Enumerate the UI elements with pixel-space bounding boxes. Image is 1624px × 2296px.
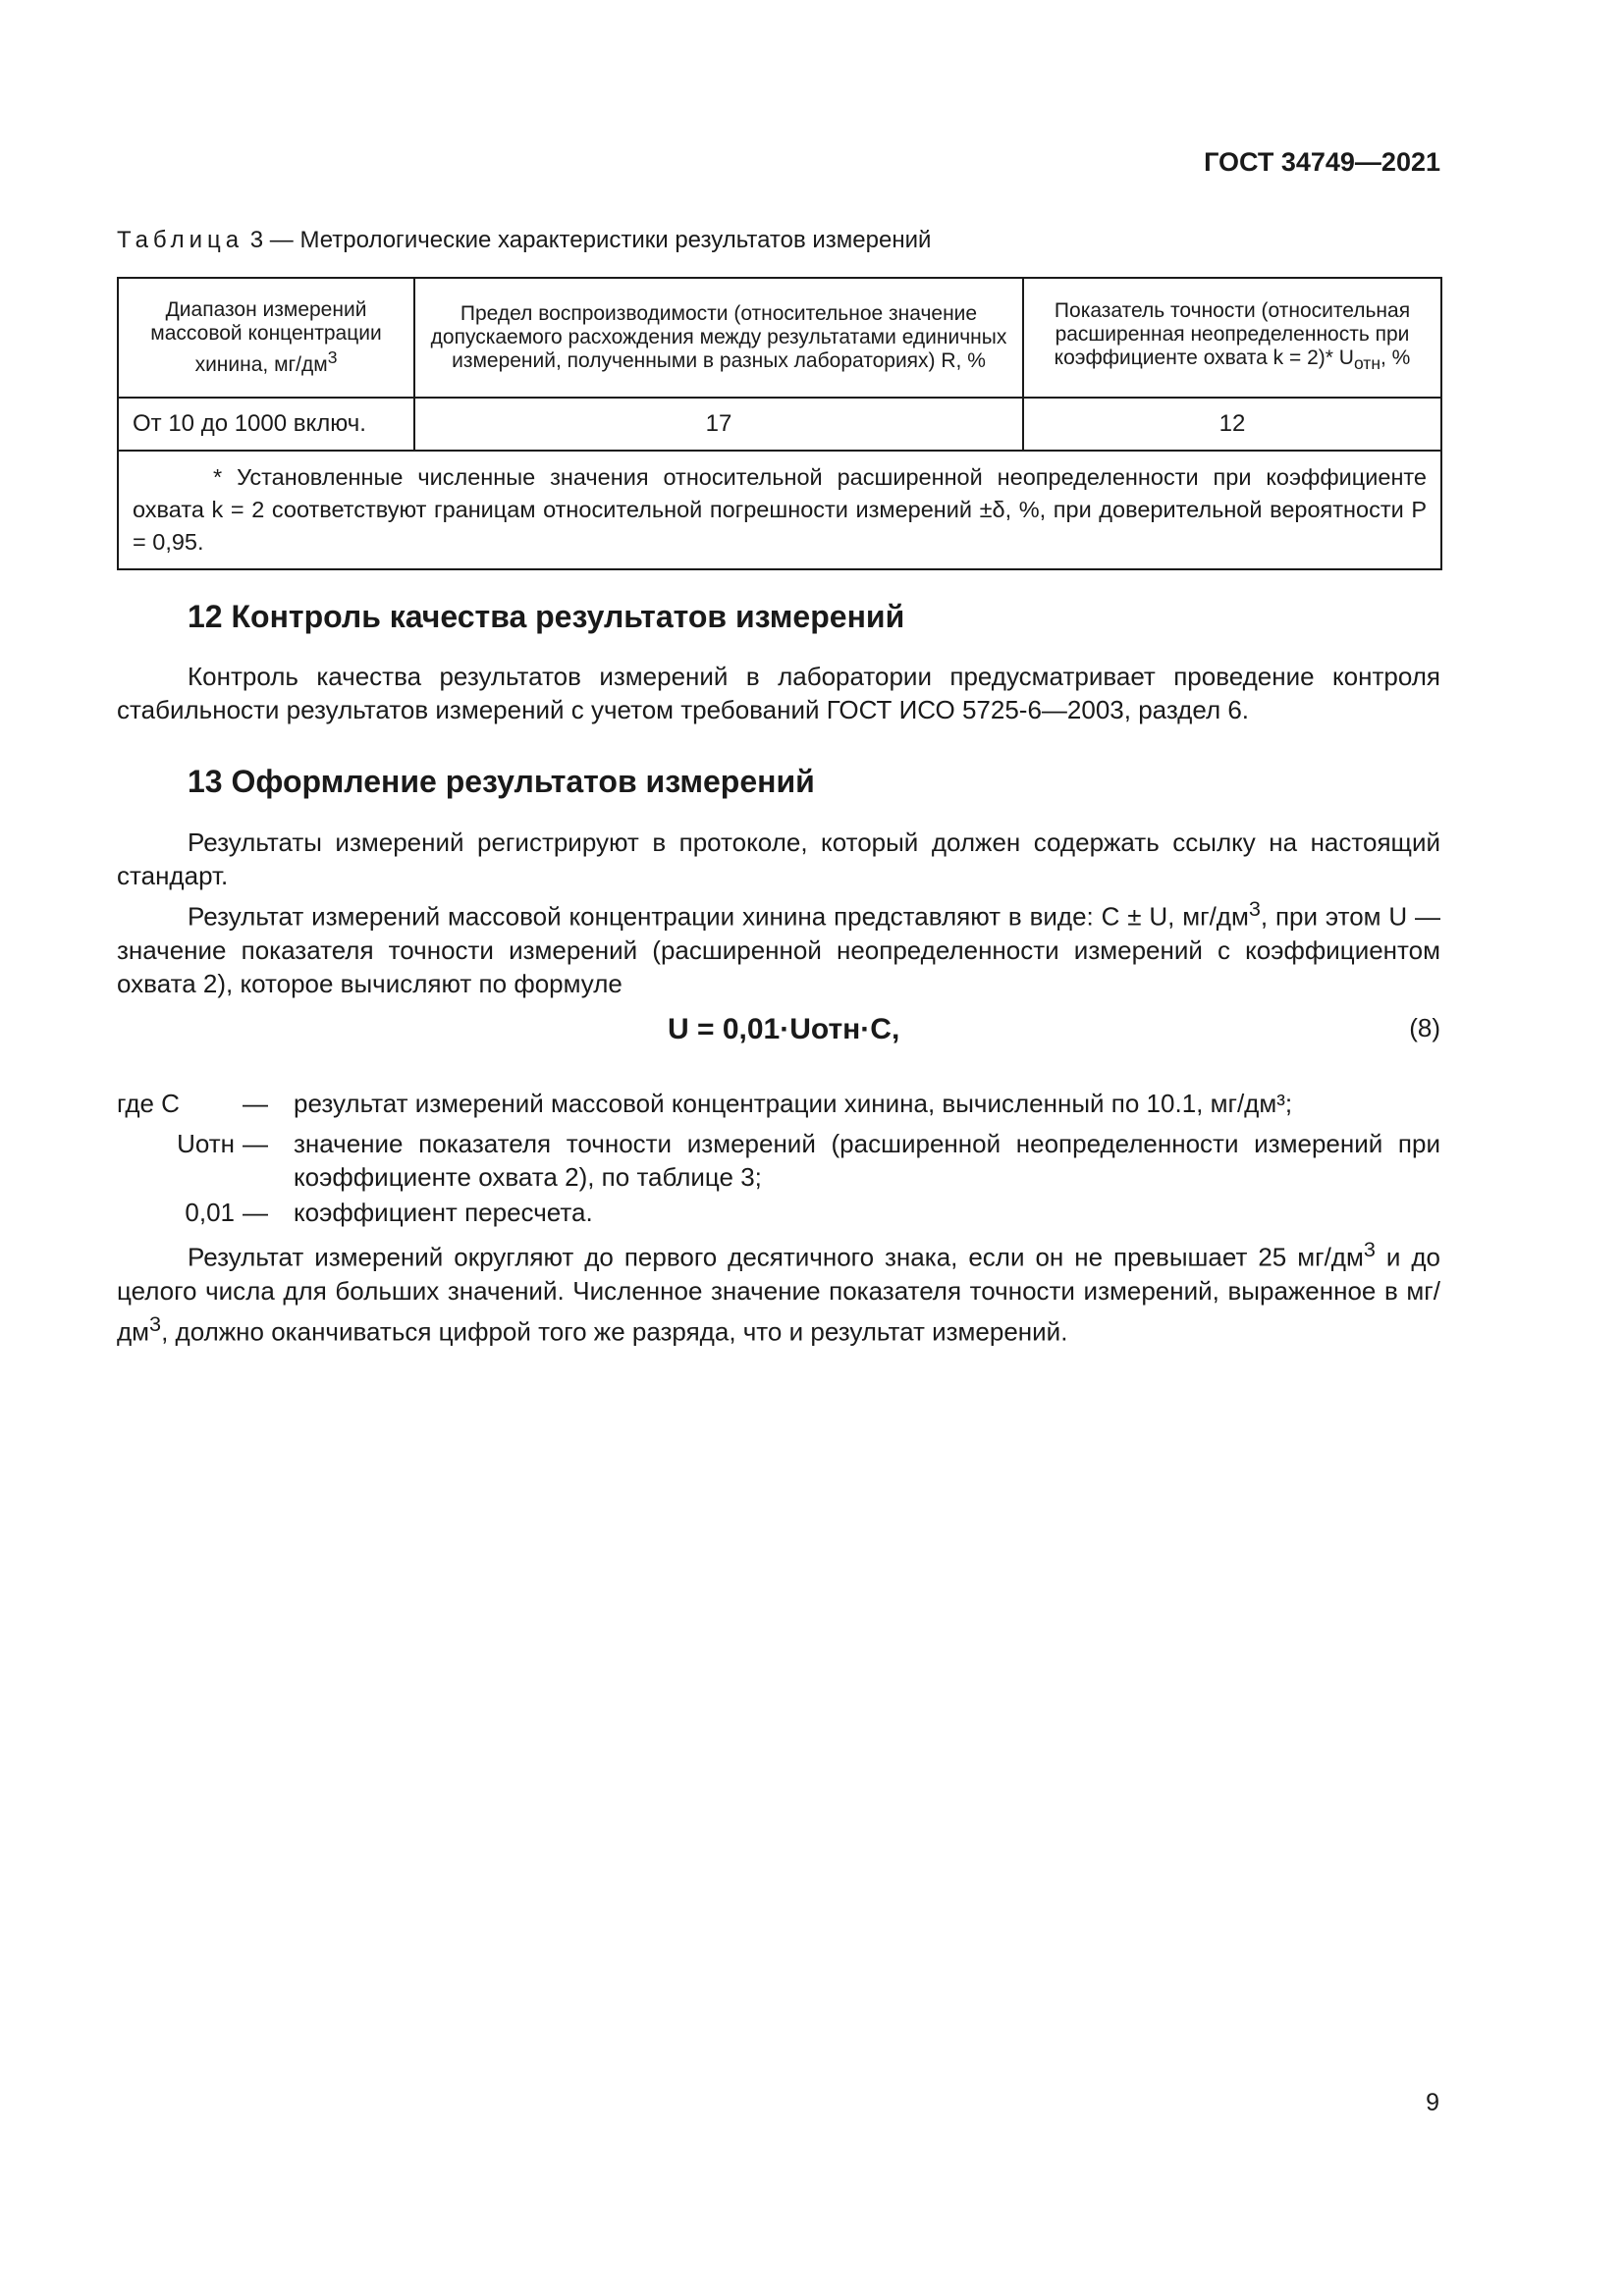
header-range (118, 278, 414, 398)
where-item-c (117, 1087, 1440, 1120)
header-accuracy-text: Показатель точности (относительная расширенная неопределенность при коэффициенте охвата k = 2)* U (1054, 299, 1411, 370)
where-dash: — (243, 1198, 268, 1227)
section-13-p3-b: и до целого числа для больших значений. Численное значение показателя точности измерений, выраженное в мг/дм (117, 1242, 1440, 1347)
table-caption (117, 227, 931, 254)
table-footnote-text: * Установленные численные значения относительной расширенной неопределенности при коэффициенте охвата k = 2 соответствуют границам относительной погрешности измерений ±δ, %, при доверительной вероятности P = 0,95. (133, 464, 1427, 555)
formula: U = 0,01·Uотн·C, (668, 1013, 900, 1045)
formula-number: (8) (1409, 1013, 1440, 1042)
where-item-u (117, 1127, 1440, 1194)
section-13-p2-sup: 3 (1248, 896, 1261, 921)
section-13-p3-sup: 3 (1363, 1237, 1376, 1261)
table-footnote (118, 451, 1441, 569)
section-13-p3-c: , должно оканчиваться цифрой того же разряда, что и результат измерений. (161, 1316, 1068, 1347)
section-13-p2 (117, 892, 1440, 1000)
cell-reproducibility: 17 (414, 398, 1023, 451)
header-accuracy (1023, 278, 1441, 398)
section-13-p1-text: Результаты измерений регистрируют в протоколе, который должен содержать ссылку на настоящий стандарт. (117, 828, 1440, 890)
header-range-text: Диапазон измерений массовой концентрации хинина, мг/дм (150, 298, 382, 376)
table-caption-text: 3 — Метрологические характеристики результатов измерений (249, 227, 932, 253)
where-desc: коэффициент пересчета. (294, 1198, 593, 1227)
where-desc: значение показателя точности измерений (расширенной неопределенности измерений при коэффициенте охвата 2), по таблице 3; (294, 1129, 1440, 1192)
where-term: 0,01 (185, 1198, 235, 1227)
where-dash: — (243, 1089, 268, 1118)
header-accuracy-unit: , % (1380, 347, 1411, 370)
section-13-p3-sup2: 3 (149, 1310, 162, 1336)
where-item-coef (117, 1196, 1440, 1229)
where-desc: результат измерений массовой концентрации хинина, вычисленный по 10.1, мг/дм³; (294, 1089, 1293, 1118)
section-13-title: 13 Оформление результатов измерений (188, 764, 815, 799)
header-reproducibility: Предел воспроизводимости (относительное значение допускаемого расхождения между результатами единичных измерений, полученными в разных лабораториях) R, % (414, 278, 1023, 398)
cell-range: От 10 до 1000 включ. (118, 398, 414, 451)
section-12-body: Контроль качества результатов измерений в лаборатории предусматривает проведение контроля стабильности результатов измерений с учетом требований ГОСТ ИСО 5725-6—2003, раздел 6. (117, 662, 1440, 724)
table-header-row (118, 278, 1441, 398)
metrology-table (117, 277, 1442, 570)
where-term: Uотн (177, 1129, 235, 1158)
page-number: 9 (1426, 2089, 1439, 2116)
section-13-p1 (117, 826, 1440, 892)
section-12-title: 12 Контроль качества результатов измерений (188, 599, 905, 634)
section-13-p2-a: Результат измерений массовой концентрации хинина представляют в виде: C ± U, мг/дм (188, 901, 1249, 932)
header-accuracy-sub: отн (1353, 353, 1380, 374)
where-dash: — (243, 1129, 268, 1158)
document-number: ГОСТ 34749—2021 (1204, 147, 1440, 177)
section-13-p3-a: Результат измерений округляют до первого десятичного знака, если он не превышает 25 мг/дм (188, 1242, 1364, 1272)
section-13-p3 (117, 1233, 1440, 1348)
table-footnote-row (118, 451, 1441, 569)
where-term: где C (117, 1089, 180, 1118)
table-row (118, 398, 1441, 451)
section-12-text (117, 660, 1440, 726)
cell-accuracy: 12 (1023, 398, 1441, 451)
section-13-p2-b: , при этом U — значение показателя точности измерений (расширенной неопределенности измерений с коэффициентом охвата 2), которое вычисляют по формуле (117, 901, 1440, 998)
table-caption-label: Таблица (117, 227, 244, 253)
header-range-sup: 3 (327, 347, 338, 367)
